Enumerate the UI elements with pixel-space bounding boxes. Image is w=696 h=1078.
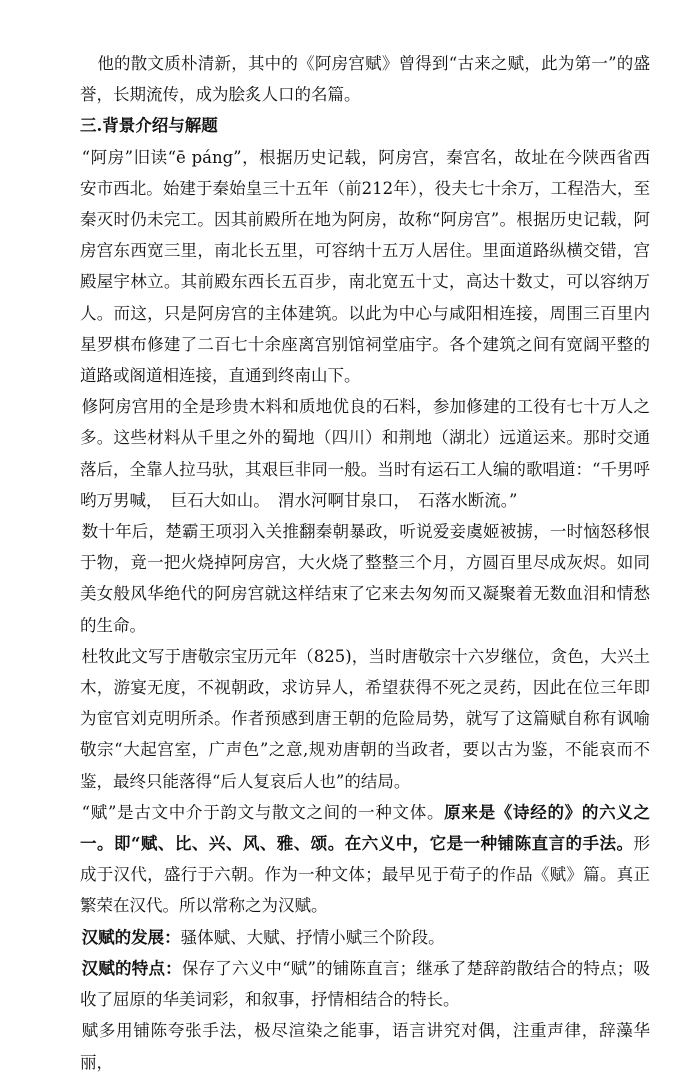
development-text: 骚体赋、大赋、抒情小赋三个阶段。 [180, 927, 445, 947]
paragraph-afang-palace: “阿房”旧读“ē páng”，根据历史记载，阿房宫，秦宫名，故址在今陕西省西安市西北。始建于秦始皇三十五年（前212年），役夫七十余万，工程浩大，至秦灭时仍未完工。因其前殿所在地为阿房，故称“阿房宫”。根据历史记载，阿房宫东西宽三里，南北长五里，可容纳十五万人居住。里面道路纵横交错，宫殿屋宇林立。其前殿东西长五百步，南北宽五十丈，高达十数丈，可以容纳万人。而这，只是阿房宫的主体建筑。以此为中心与咸阳相连接，周围三百里内星罗棋布修建了二百七十余座离宫别馆祠堂庙宇。各个建筑之间有宽阔平整的道路或阁道相连接，直通到终南山下。 [80, 147, 650, 386]
paragraph-fire: 数十年后，楚霸王项羽入关推翻秦朝暴政，听说爱妾虞姬被掳，一时恼怒移恨于物，竟一把火烧掉阿房宫，大火烧了整整三个月，方圆百里尽成灰烬。如同美女般风华绝代的阿房宫就这样结束了它来去匆匆而又凝聚着无数血泪和情愁的生命。 [80, 522, 650, 635]
paragraph-construction: 修阿房宫用的全是珍贵木料和质地优良的石料，参加修建的工役有七十万人之多。这些材料从千里之外的蜀地（四川）和荆地（湖北）远道运来。那时交通落后，全靠人拉马驮，其艰巨非同一般。当时有运石工人编的歌唱道：“千男呼哟万男喊， 巨石大如山。 渭水河啊甘泉口， 石落水断流。” [80, 397, 650, 510]
development-label: 汉赋的发展： [81, 927, 181, 947]
paragraph-han-fu-development [80, 922, 650, 953]
features-label: 汉赋的特点： [81, 958, 182, 978]
paragraph-fu-style: 赋多用铺陈夸张手法，极尽渲染之能事，语言讲究对偶，注重声律，辞藻华丽， [80, 1021, 650, 1072]
paragraph-du-mu: 杜牧此文写于唐敬宗宝历元年（825)，当时唐敬宗十六岁继位，贪色，大兴土木，游宴无度，不视朝政，求访异人，希望获得不死之灵药，因此在位三年即为宦官刘克明所杀。作者预感到唐王朝的危险局势，就写了这篇赋自称有讽喻敬宗“大起宫室，广声色”之意,规劝唐朝的当政者，要以古为鉴，不能哀而不鉴，最终只能落得“后人复哀后人也”的结局。 [80, 646, 650, 791]
section-heading-background: 三.背景介绍与解题 [80, 116, 218, 136]
features-text: 保存了六义中“赋”的铺陈直言；继承了楚辞韵散结合的特点；吸收了屈原的华美词彩，和叙事，抒情相结合的特长。 [80, 958, 650, 1010]
fu-definition-bold: 原来是《诗经的》的六义之一。即“赋、比、兴、风、雅、颂。在六义中，它是一种铺陈直言的手法。 [80, 802, 651, 854]
paragraph-intro: 他的散文质朴清新，其中的《阿房宫赋》曾得到“古来之赋，此为第一”的盛誉，长期流传，成为脍炙人口的名篇。 [80, 54, 650, 105]
fu-definition-intro: “赋”是古文中介于韵文与散文之间的一种文体。 [81, 802, 445, 822]
paragraph-fu-definition [80, 797, 650, 922]
fu-definition-rest: 形成于汉代，盛行于六朝。作为一种文体；最早见于荀子的作品《赋》篇。真正繁荣在汉代。所以常称之为汉赋。 [80, 834, 650, 916]
paragraph-han-fu-features [80, 953, 650, 1015]
